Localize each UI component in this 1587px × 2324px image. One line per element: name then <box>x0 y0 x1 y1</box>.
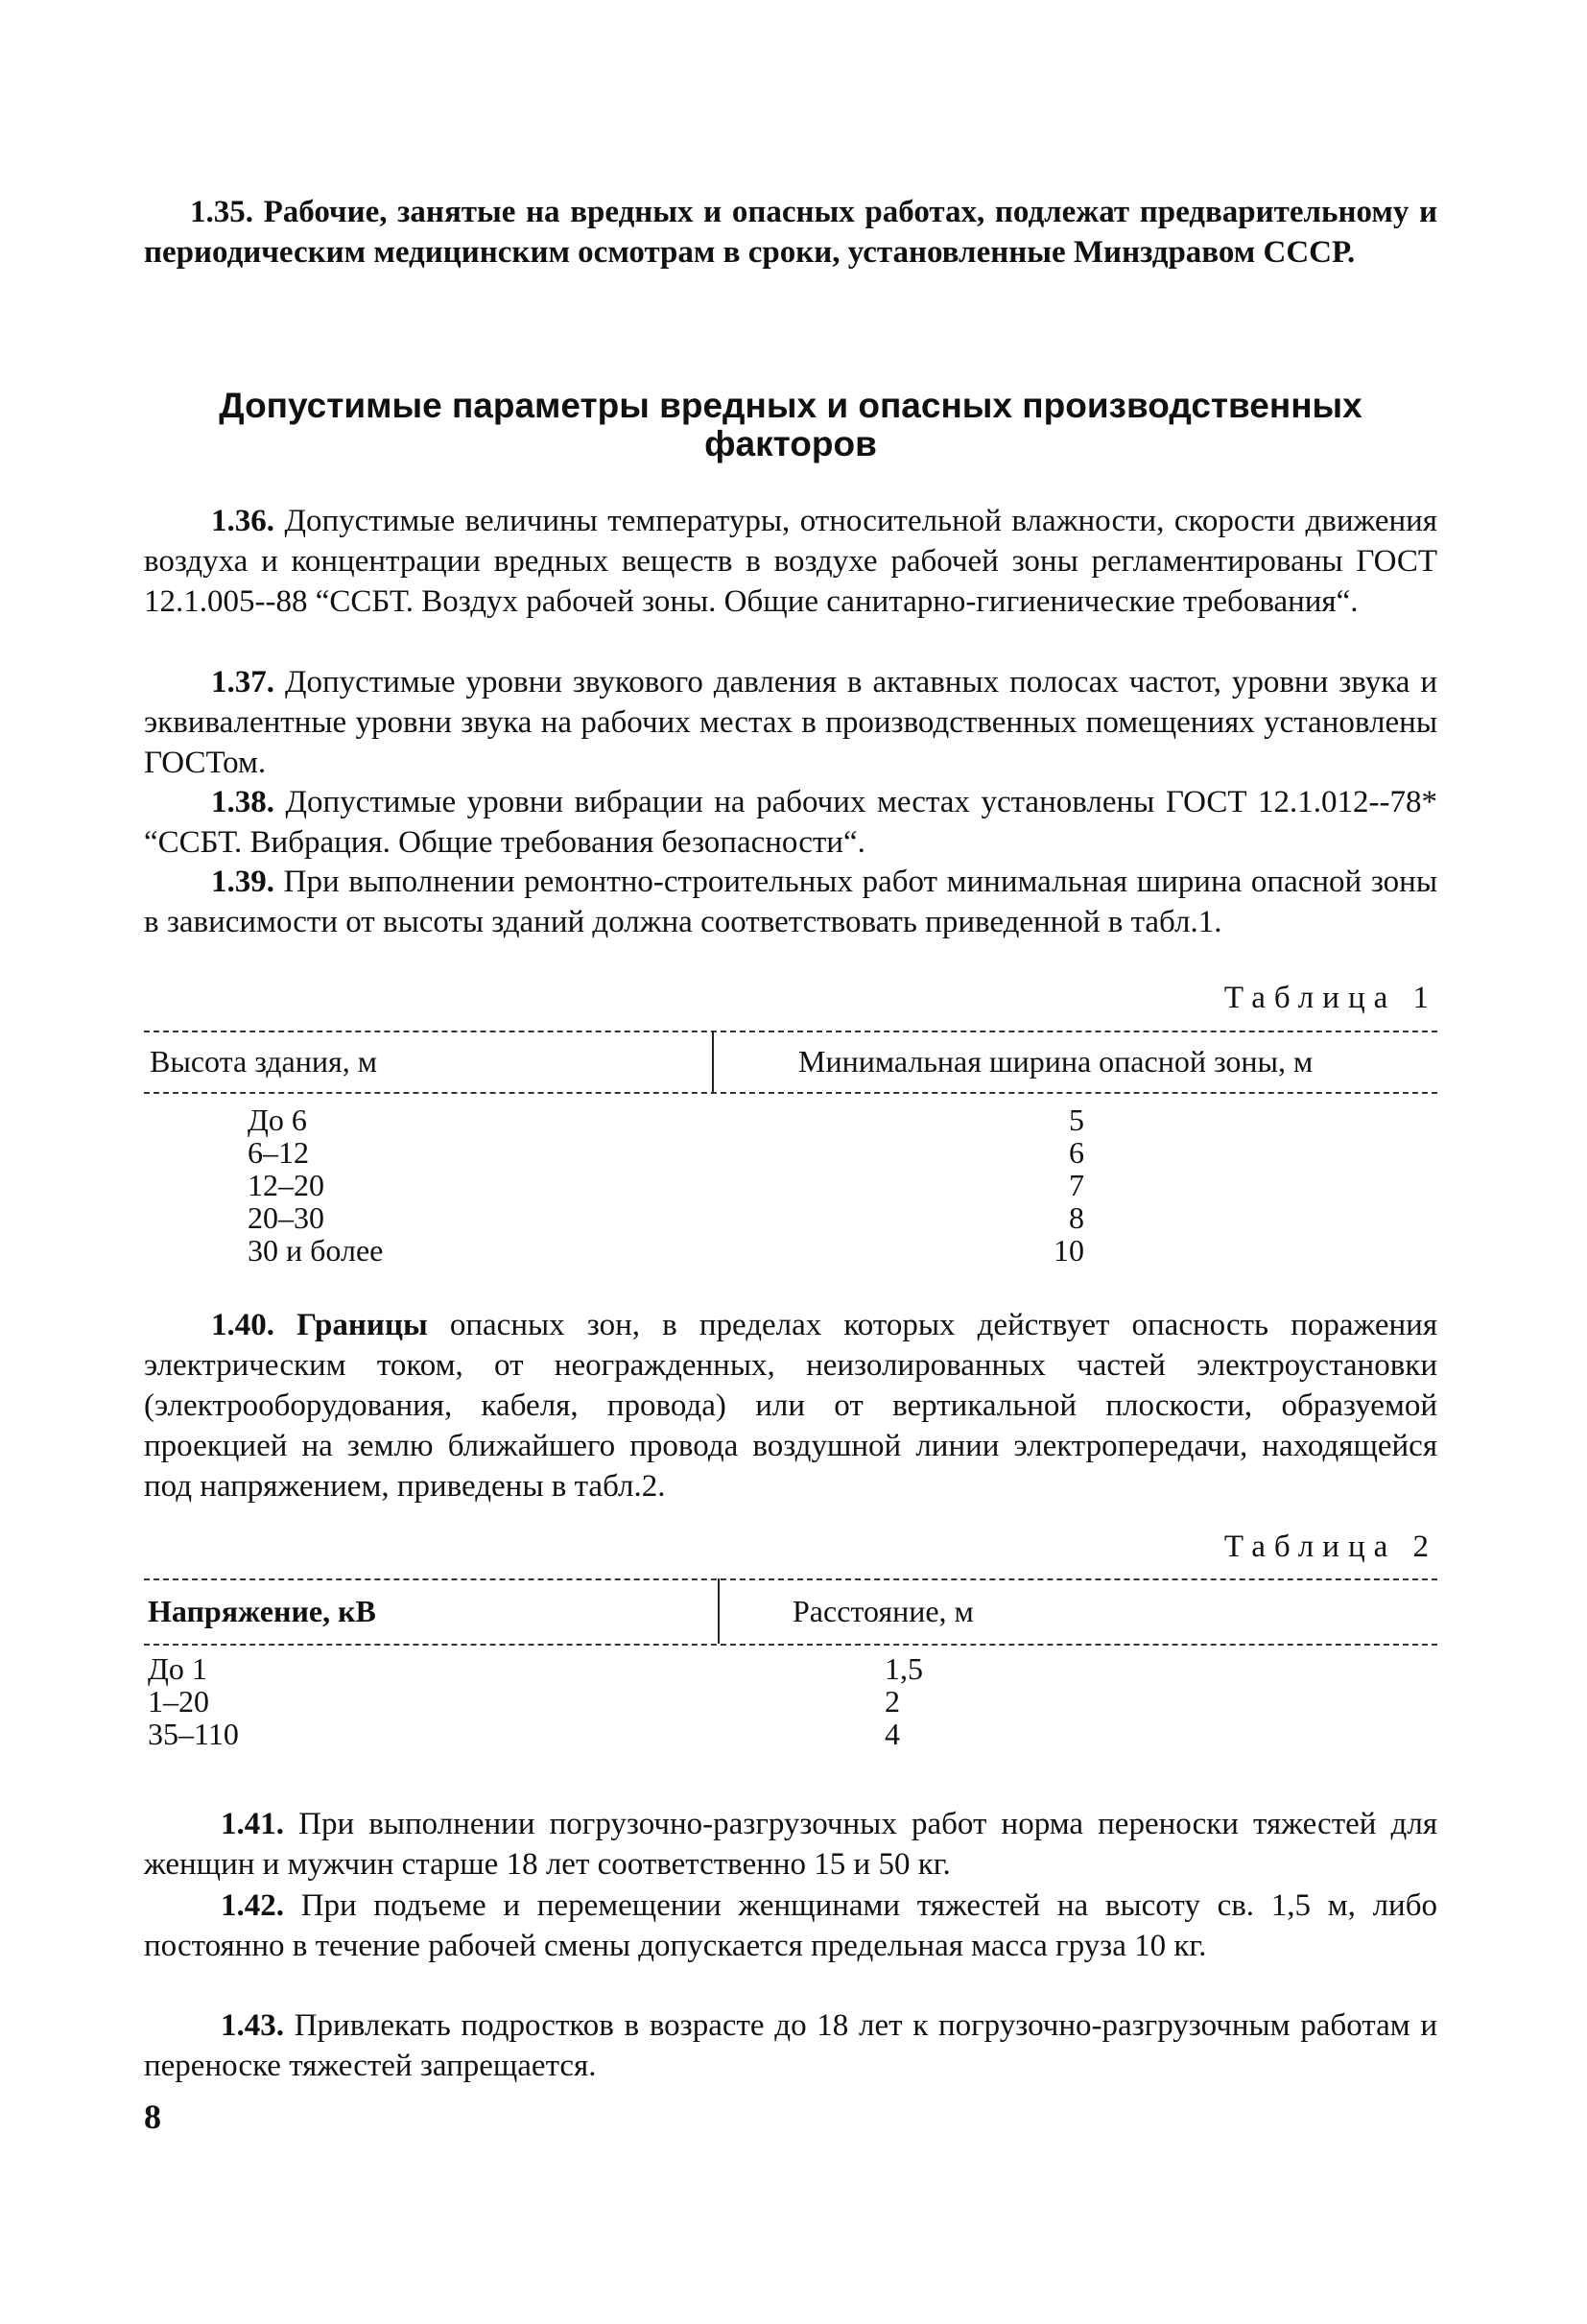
table-cell: 4 <box>885 1717 900 1751</box>
clause-text: Рабочие, занятые на вредных и опасных работах, подлежат предварительному и периодическим медицинским осмотрам в сроки, установленные Минздравом СССР. <box>144 195 1438 270</box>
table2-header-distance: Расстояние, м <box>793 1594 974 1628</box>
paragraph-1-43 <box>144 2005 1437 2086</box>
section-heading <box>144 387 1437 463</box>
clause-number: 1.42. <box>221 1888 284 1923</box>
paragraph-1-41 <box>144 1804 1437 1885</box>
clause-text: При выполнении погрузочно-разгрузочных работ норма переноски тяжестей для женщин и мужчин старше 18 лет соответственно 15 и 50 кг. <box>144 1807 1437 1882</box>
table2-top-rule <box>144 1578 1437 1580</box>
table1-column-divider <box>712 1031 714 1092</box>
table1-width-column <box>1007 1103 1084 1267</box>
table2-distance-column <box>885 1652 923 1750</box>
table-cell: 10 <box>1054 1233 1084 1268</box>
paragraph-1-35 <box>144 192 1437 273</box>
section-heading-line2: факторов <box>704 424 877 463</box>
table1-top-rule <box>144 1031 1437 1032</box>
table2-caption: Таблица 2 <box>1223 1530 1437 1564</box>
table2-column-divider <box>718 1578 720 1644</box>
clause-text: При выполнении ремонтно-строительных работ минимальная ширина опасной зоны в зависимости от высоты зданий должна соответствовать приведенной в табл.1. <box>144 865 1437 939</box>
table-cell: 6 <box>1069 1135 1084 1170</box>
page-number: 8 <box>144 2098 161 2136</box>
clause-text: Допустимые уровни звукового давления в актавных полосах частот, уровни звука и эквивалентные уровни звука на рабочих местах в производственных помещениях установлены ГОСТом. <box>144 665 1438 780</box>
table-cell: 7 <box>1069 1168 1084 1202</box>
table2-voltage-column <box>148 1652 239 1750</box>
clause-number: 1.43. <box>221 2008 284 2043</box>
clause-number: 1.37. <box>211 665 274 700</box>
table-cell: 1,5 <box>885 1651 923 1686</box>
clause-number: 1.38. <box>211 785 274 819</box>
table1-height-column <box>248 1103 383 1267</box>
clause-number: 1.36. <box>211 504 274 538</box>
table-cell: До 6 <box>248 1103 307 1137</box>
table-cell: 12–20 <box>248 1168 324 1202</box>
table-cell: 20–30 <box>248 1200 324 1235</box>
table-cell: 5 <box>1069 1103 1084 1137</box>
clause-lead-word: Границы <box>296 1308 428 1342</box>
paragraph-1-37 <box>144 662 1437 783</box>
clause-text: опасных зон, в пределах которых действует опасность поражения электрическим током, от неогражденных, неизолированных частей электроустановки (электрооборудования, кабеля, провода) или от вертикальной плоскости, образуемой проекцией на землю ближайшего провода воздушной линии электропередачи, находящейся под напряжением, приведены в табл.2. <box>144 1308 1438 1504</box>
section-heading-line1: Допустимые параметры вредных и опасных производственных <box>219 386 1362 425</box>
clause-number: 1.41. <box>221 1807 284 1841</box>
table2-header-rule <box>144 1644 1437 1646</box>
paragraph-1-42 <box>144 1885 1437 1966</box>
table-cell: 1–20 <box>148 1684 209 1719</box>
table-cell: 6–12 <box>248 1135 309 1170</box>
paragraph-1-39 <box>144 862 1437 942</box>
clause-number: 1.39. <box>211 865 274 899</box>
clause-text: Допустимые уровни вибрации на рабочих местах установлены ГОСТ 12.1.012--78* “ССБТ. Вибрация. Общие требования безопасности“. <box>144 785 1437 860</box>
clause-text: При подъеме и перемещении женщинами тяжестей на высоту св. 1,5 м, либо постоянно в течение рабочей смены допускается предельная масса груза 10 кг. <box>144 1888 1438 1963</box>
table-cell: До 1 <box>148 1651 207 1686</box>
table-cell: 30 и более <box>248 1233 384 1268</box>
table-cell: 35–110 <box>148 1717 239 1751</box>
table2-header-voltage: Напряжение, кВ <box>148 1594 376 1628</box>
clause-number: 1.40. <box>211 1308 274 1342</box>
table-cell: 2 <box>885 1684 900 1719</box>
clause-number: 1.35. <box>190 195 253 229</box>
paragraph-1-36 <box>144 501 1437 622</box>
table-cell: 8 <box>1069 1200 1084 1235</box>
table1-header-rule <box>144 1092 1437 1094</box>
table1-caption: Таблица 1 <box>1223 981 1437 1015</box>
paragraph-1-40 <box>144 1305 1437 1506</box>
table1-header-height: Высота здания, м <box>150 1044 377 1079</box>
table1-header-width: Минимальная ширина опасной зоны, м <box>798 1044 1314 1079</box>
clause-text: Допустимые величины температуры, относительной влажности, скорости движения воздуха и концентрации вредных веществ в воздухе рабочей зоны регламентированы ГОСТ 12.1.005--88 “ССБТ. Воздух рабочей зоны. Общие санитарно-гигиенические требования“. <box>144 504 1437 619</box>
paragraph-1-38 <box>144 782 1437 863</box>
clause-text: Привлекать подростков в возрасте до 18 лет к погрузочно-разгрузочным работам и переноске тяжестей запрещается. <box>144 2008 1438 2083</box>
